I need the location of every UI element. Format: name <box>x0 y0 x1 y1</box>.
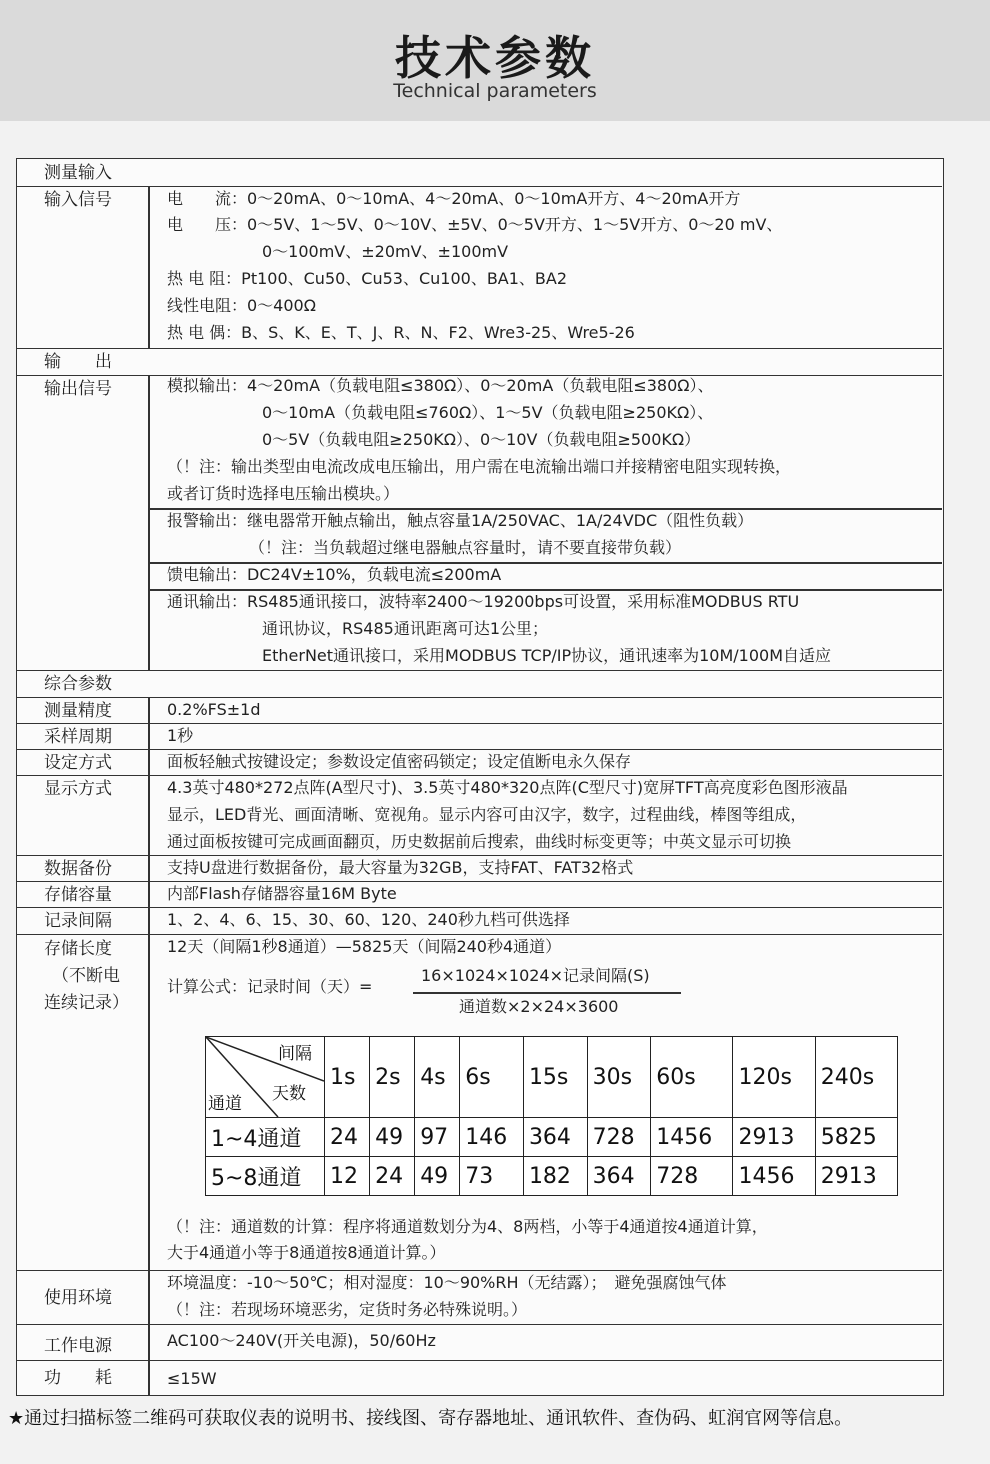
row-power <box>17 1325 942 1361</box>
row-capacity <box>17 882 942 908</box>
output-alarm-note: （！注：当负载超过继电器触点容量时，请不要直接带负载） <box>249 538 682 557</box>
input-voltage: 电 压：0～5V、1～5V、0～10V、±5V、0～5V开方、1～5V开方、0～20 mV、 <box>167 215 783 234</box>
days-cell: 24 <box>370 1157 415 1196</box>
row-label: 功 耗 <box>44 1368 112 1388</box>
output-analog-note-cont: 或者订货时选择电压输出模块。） <box>167 484 400 503</box>
row-value: 面板轻触式按键设定；参数设定值密码锁定；设定值断电永久保存 <box>167 752 632 771</box>
display-line-1: 4.3英寸480*272点阵(A型尺寸)、3.5英寸480*320点阵(C型尺寸)宽屏TFT高亮度彩色图形液晶 <box>167 778 848 797</box>
days-cell: 364 <box>587 1157 651 1196</box>
row-label: 记录间隔 <box>44 911 112 931</box>
channel-cell: 1~4通道 <box>206 1118 325 1157</box>
output-feed: 馈电输出：DC24V±10%，负载电流≤200mA <box>167 565 502 584</box>
corner-interval: 间隔 <box>278 1044 312 1064</box>
input-linear-resistance: 线性电阻：0～400Ω <box>167 296 316 315</box>
days-cell: 2913 <box>815 1157 897 1196</box>
days-cell: 97 <box>415 1118 460 1157</box>
section-label: 输 出 <box>44 352 112 372</box>
column-divider <box>148 698 150 1395</box>
interval-header: 4s <box>415 1037 460 1118</box>
page-title: 技术参数 <box>395 31 595 85</box>
row-value: 支持U盘进行数据备份，最大容量为32GB，支持FAT、FAT32格式 <box>167 858 634 877</box>
output-analog-note: （！注：输出类型由电流改成电压输出，用户需在电流输出端口并接精密电阻实现转换， <box>167 457 792 476</box>
row-label: 工作电源 <box>44 1336 112 1356</box>
row-label: 输出信号 <box>44 379 112 399</box>
row-label: （不断电 <box>52 966 120 986</box>
interval-header: 240s <box>815 1037 897 1118</box>
interval-header: 60s <box>651 1037 733 1118</box>
input-thermocouple: 热 电 偶：B、S、K、E、T、J、R、N、F2、Wre3-25、Wre5-26 <box>167 323 635 342</box>
row-label: 设定方式 <box>44 753 112 773</box>
output-analog-cont2: 0～5V（负载电阻≥250KΩ）、0～10V（负载电阻≥500KΩ） <box>262 430 701 449</box>
output-analog-cont1: 0～10mA（负载电阻≤760Ω）、1～5V（负载电阻≥250KΩ）、 <box>262 403 714 422</box>
days-cell: 728 <box>587 1118 651 1157</box>
interval-header: 1s <box>325 1037 370 1118</box>
channel-cell: 5~8通道 <box>206 1157 325 1196</box>
column-divider <box>148 187 150 349</box>
environment-line-1: 环境温度：-10～50℃；相对湿度：10～90%RH（无结露）； 避免强腐蚀气体 <box>167 1273 727 1292</box>
days-cell: 146 <box>460 1118 524 1157</box>
column-divider <box>148 376 150 671</box>
footer-note: ★通过扫描标签二维码可获取仪表的说明书、接线图、寄存器地址、通讯软件、查伪码、虹润官网等信息。 <box>8 1408 853 1429</box>
environment-line-2: （！注：若现场环境恶劣，定货时务必特殊说明。） <box>167 1300 528 1319</box>
row-consumption <box>17 1361 942 1395</box>
output-comm-cont1: 通讯协议，RS485通讯距离可达1公里； <box>262 619 548 638</box>
table-header-row <box>206 1037 898 1118</box>
interval-header: 15s <box>523 1037 587 1118</box>
days-cell: 1456 <box>733 1157 815 1196</box>
row-label: 数据备份 <box>44 859 112 879</box>
section-label: 综合参数 <box>44 674 112 694</box>
display-line-3: 通过面板按键可完成画面翻页，历史数据前后搜索，曲线时标变更等；中英文显示可切换 <box>167 832 792 851</box>
section-general <box>17 671 942 698</box>
row-label: 显示方式 <box>44 779 112 799</box>
row-accuracy <box>17 698 942 724</box>
display-line-2: 显示，LED背光、画面清晰、宽视角。显示内容可由汉字，数字，过程曲线，棒图等组成， <box>167 805 807 824</box>
corner-days: 天数 <box>272 1084 306 1104</box>
days-cell: 49 <box>415 1157 460 1196</box>
section-output <box>17 349 942 376</box>
days-cell: 1456 <box>651 1118 733 1157</box>
row-value: 0.2%FS±1d <box>167 700 261 719</box>
row-environment <box>17 1271 942 1325</box>
title-banner <box>0 0 990 121</box>
formula-prefix: 计算公式：记录时间（天）= <box>167 977 373 996</box>
row-label: 输入信号 <box>44 190 112 210</box>
output-alarm: 报警输出：继电器常开触点输出，触点容量1A/250VAC、1A/24VDC（阻性负载） <box>167 511 754 530</box>
days-cell: 73 <box>460 1157 524 1196</box>
output-comm-cont2: EtherNet通讯接口，采用MODBUS TCP/IP协议，通讯速率为10M/100M自适应 <box>262 646 831 665</box>
page-subtitle: Technical parameters <box>393 80 597 102</box>
interval-header: 2s <box>370 1037 415 1118</box>
days-cell: 2913 <box>733 1118 815 1157</box>
row-label: 采样周期 <box>44 727 112 747</box>
days-cell: 728 <box>651 1157 733 1196</box>
input-current: 电 流：0～20mA、0～10mA、4～20mA、0～10mA开方、4～20mA开方 <box>167 189 741 208</box>
spec-table <box>16 158 944 1396</box>
row-input-signal <box>17 187 942 349</box>
output-comm: 通讯输出：RS485通讯接口，波特率2400～19200bps可设置，采用标准MODBUS RTU <box>167 592 800 611</box>
input-rtd: 热 电 阻：Pt100、Cu50、Cu53、Cu100、BA1、BA2 <box>167 269 568 288</box>
table-row <box>206 1157 898 1196</box>
row-value: 1秒 <box>167 726 194 745</box>
row-display <box>17 776 942 856</box>
section-label: 测量输入 <box>44 163 112 183</box>
row-label: 测量精度 <box>44 701 112 721</box>
row-interval <box>17 908 942 935</box>
storage-days-table <box>205 1036 898 1196</box>
row-label: 存储长度 <box>44 939 112 959</box>
row-sampling <box>17 724 942 750</box>
row-label: 连续记录） <box>44 993 129 1013</box>
storage-range: 12天（间隔1秒8通道）—5825天（间隔240秒4通道） <box>167 937 562 956</box>
formula-numerator: 16×1024×1024×记录间隔(S) <box>421 966 650 985</box>
days-cell: 12 <box>325 1157 370 1196</box>
storage-note: （！注：通道数的计算：程序将通道数划分为4、8两档，小等于4通道按4通道计算， <box>167 1217 768 1236</box>
days-cell: 24 <box>325 1118 370 1157</box>
row-backup <box>17 856 942 882</box>
row-label: 存储容量 <box>44 885 112 905</box>
row-label: 使用环境 <box>44 1288 112 1308</box>
interval-header: 30s <box>587 1037 651 1118</box>
row-value: ≤15W <box>167 1369 217 1388</box>
corner-cell <box>206 1037 325 1118</box>
days-cell: 364 <box>523 1118 587 1157</box>
corner-channel: 通道 <box>208 1094 242 1114</box>
row-value: 1、2、4、6、15、30、60、120、240秒九档可供选择 <box>167 910 570 929</box>
days-cell: 5825 <box>815 1118 897 1157</box>
days-cell: 182 <box>523 1157 587 1196</box>
input-voltage-cont: 0～100mV、±20mV、±100mV <box>262 242 509 261</box>
interval-header: 6s <box>460 1037 524 1118</box>
storage-note-cont: 大于4通道小等于8通道按8通道计算。） <box>167 1243 446 1262</box>
output-analog: 模拟输出：4～20mA（负载电阻≤380Ω）、0～20mA（负载电阻≤380Ω）、 <box>167 376 714 395</box>
days-cell: 49 <box>370 1118 415 1157</box>
table-row <box>206 1118 898 1157</box>
row-value: 内部Flash存储器容量16M Byte <box>167 884 397 903</box>
row-setting <box>17 750 942 776</box>
interval-header: 120s <box>733 1037 815 1118</box>
row-value: AC100～240V(开关电源)，50/60Hz <box>167 1331 436 1350</box>
formula-denominator: 通道数×2×24×3600 <box>459 997 619 1016</box>
row-output-signal <box>17 376 942 671</box>
section-measure-input <box>17 159 942 187</box>
